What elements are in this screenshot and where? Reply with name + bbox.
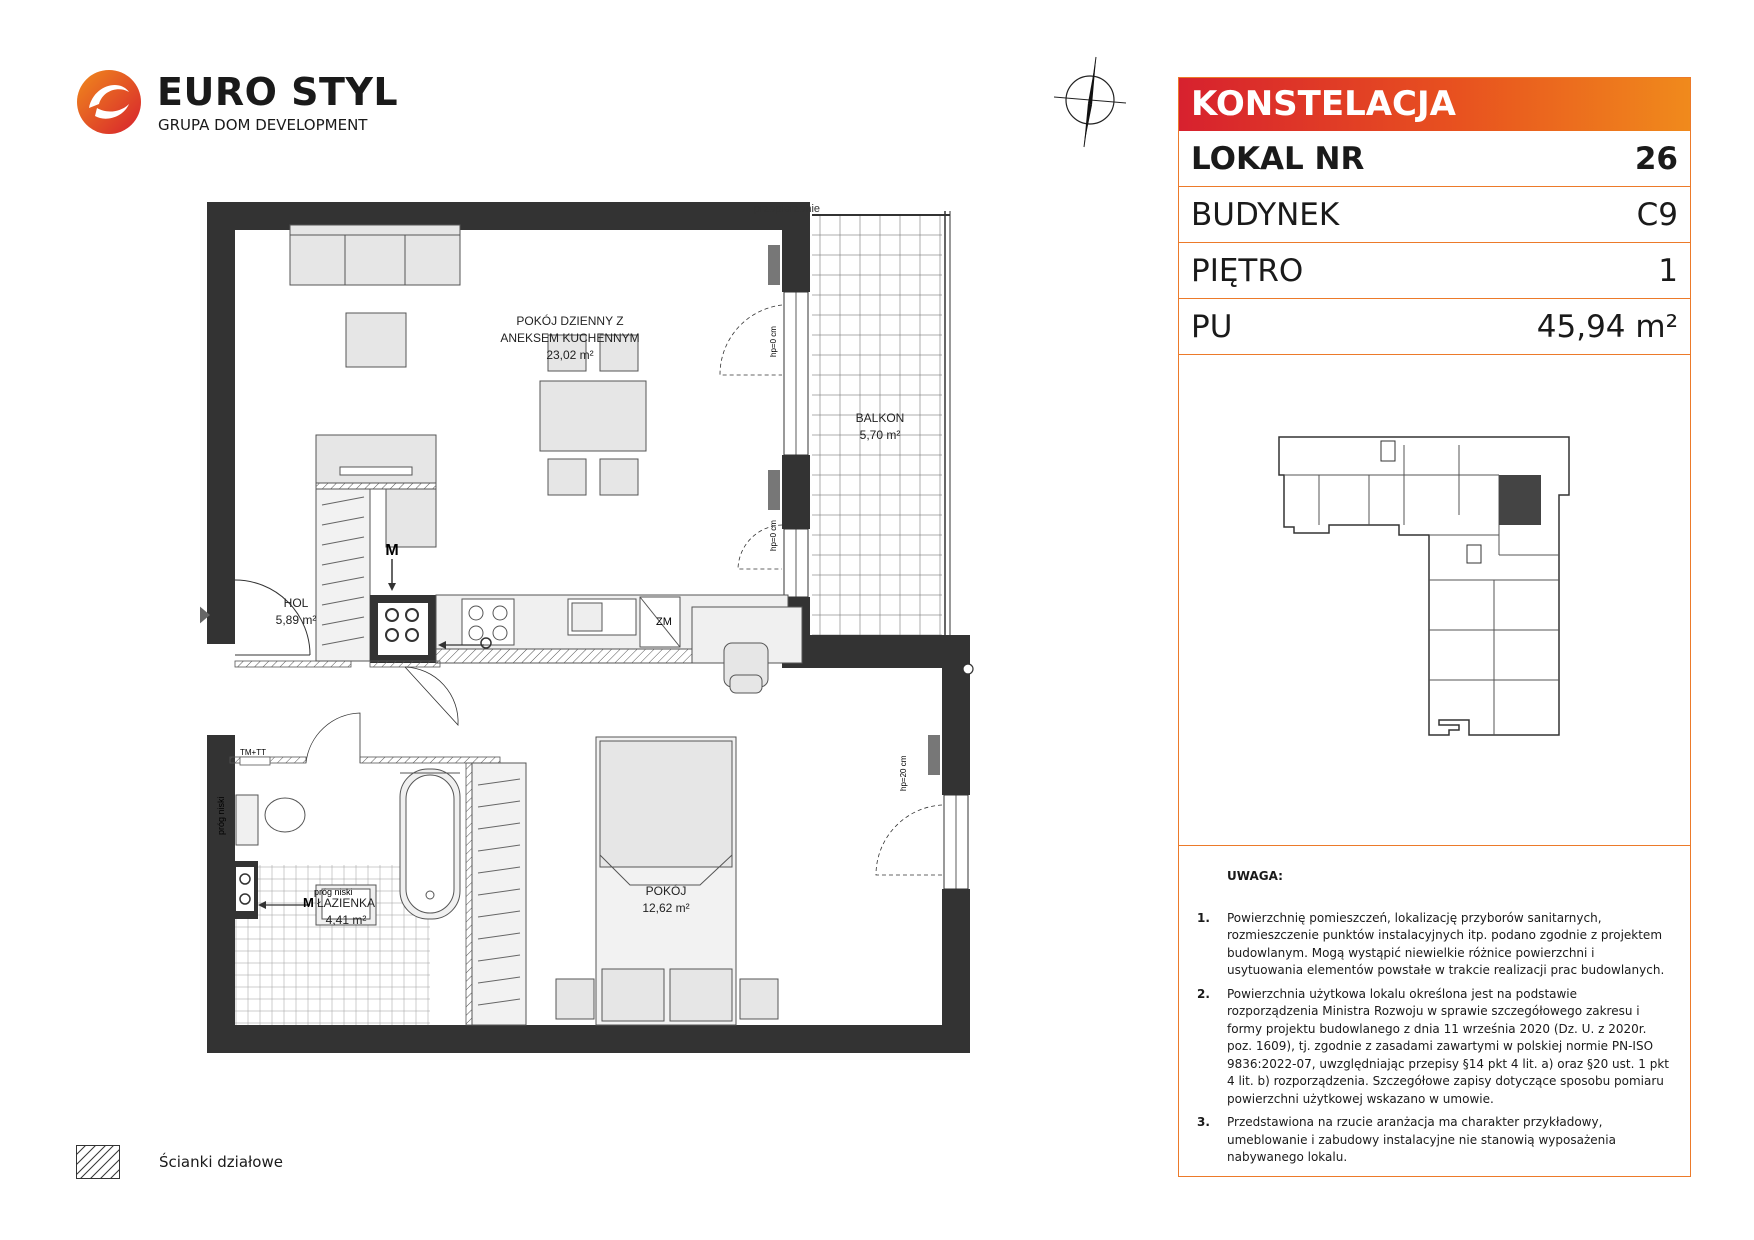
keyplan-highlight [1499,475,1541,525]
keyplan-area [1179,355,1690,846]
legend [76,1145,376,1183]
floor-plan-drawing [200,195,980,1075]
row-lokal [1179,131,1690,187]
low-threshold-label-2: próg niski [314,887,353,897]
note-item [1197,910,1672,980]
brand-subtitle: GRUPA DOM DEVELOPMENT [158,116,368,134]
note-number: 2. [1197,986,1210,1001]
row-pu-label: PU [1191,308,1233,345]
hatch-swatch-icon [76,1145,120,1179]
row-lokal-label: LOKAL NR [1191,140,1365,177]
bathroom-name: ŁAZIENKA [316,896,376,910]
row-pu [1179,299,1690,355]
tmtt-label: TM+TT [240,748,266,757]
keyplan-icon [1269,435,1579,765]
brand-name: EURO STYL [157,70,399,114]
meter-label-2: M [303,895,314,910]
legend-label: Ścianki działowe [159,1153,283,1171]
row-budynek-value: C9 [1636,196,1678,233]
hp-label-1: hp=0 cm [769,326,778,357]
note-item [1197,986,1672,1109]
row-pu-value: 45,94 m² [1536,308,1678,345]
floor-plan [200,195,980,1075]
balcony-name: BALKON [855,411,905,425]
living-area: 23,02 m² [546,348,594,362]
notes-heading: UWAGA: [1227,869,1283,883]
logo-mark [75,68,143,136]
meter-label-1: M [385,542,399,559]
partition-label: przepierzenie [754,203,821,215]
row-budynek-label: BUDYNEK [1191,196,1340,233]
living-name-2: ANEKSEM KUCHENNYM [500,331,640,345]
info-panel [1178,77,1691,1177]
note-number: 3. [1197,1115,1210,1129]
bathroom-area: 4,41 m² [325,913,367,927]
note-item [1197,1114,1672,1167]
project-title: KONSTELACJA [1179,78,1690,131]
bedroom-area: 12,62 m² [642,901,690,915]
balcony-area: 5,70 m² [859,428,901,442]
hp-label-2: hp=0 cm [769,520,778,551]
row-budynek [1179,187,1690,243]
row-pietro-label: PIĘTRO [1191,252,1304,289]
hall-area: 5,89 m² [275,613,317,627]
row-lokal-value: 26 [1634,140,1678,177]
notes [1179,846,1690,1167]
note-text: Przedstawiona na rzucie aranżacja ma charakter przykładowy, umeblowanie i zabudowy instalacyjne nie stanowią wyposażenia nabywanego lokalu. [1227,1115,1616,1164]
brand-logo [75,68,399,140]
row-pietro-value: 1 [1658,252,1678,289]
zm-label: ZM [656,616,672,628]
row-pietro [1179,243,1690,299]
hp-label-3: hp=20 cm [899,755,908,791]
note-number: 1. [1197,910,1210,925]
living-name-1: POKÓJ DZIENNY Z [516,314,624,328]
hall-name: HOL [283,596,309,610]
bedroom-name: POKÓJ [645,884,687,898]
note-text: Powierzchnia użytkowa lokalu określona jest na podstawie rozporządzenia Ministra Rozwoju w sprawie szczegółowego zakresu i formy projektu budowlanego z dnia 11 września 2020 (Dz. U. z 2020r. poz. 1609), tj. zgodnie z zasadami zawartymi w polskiej normie PN-ISO 9836:2022-07, uwzględniając przepisy §14 pkt 4 lit. a) oraz §20 ust. 1 pkt 4 lit. b) rozporządzenia. Szczegółowe zapisy dotyczące sposobu pomiaru powierzchni użytkowej wskazano w umowie. [1227,986,1669,1106]
compass-icon [1050,55,1130,150]
low-threshold-label-1: próg niski [216,796,226,835]
note-text: Powierzchnię pomieszczeń, lokalizację przyborów sanitarnych, rozmieszczenie punktów instalacyjnych itp. podano zgodnie z projektem budowlanym. Mogą wystąpić niewielkie różnice powierzchni i usytuowania elementów powstałe w trakcie realizacji prac budowlanych. [1227,910,1665,977]
